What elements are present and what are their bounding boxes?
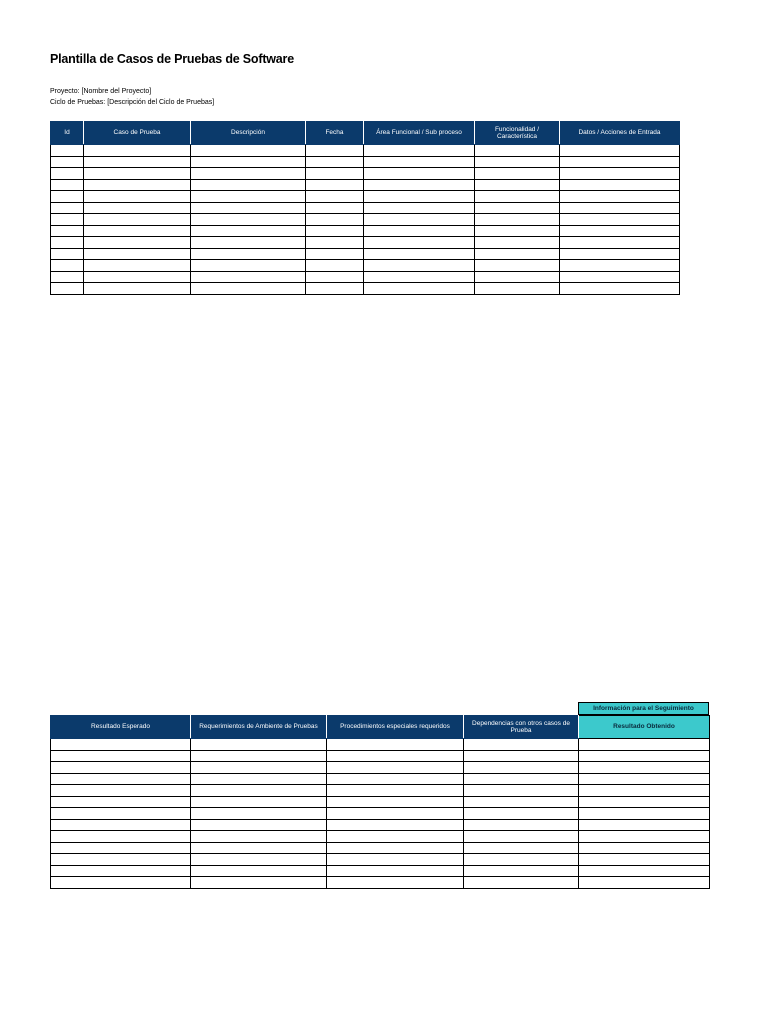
- col-header-special-procedures: Procedimientos especiales requeridos: [327, 716, 464, 739]
- col-header-date: Fecha: [306, 122, 364, 145]
- table-cell[interactable]: [191, 739, 327, 751]
- table-cell[interactable]: [306, 225, 364, 237]
- table-cell[interactable]: [191, 214, 306, 226]
- table-row: [51, 762, 710, 774]
- table-cell[interactable]: [51, 762, 191, 774]
- table-cell[interactable]: [51, 773, 191, 785]
- table-row: [51, 237, 680, 249]
- table-cell[interactable]: [306, 214, 364, 226]
- table-cell[interactable]: [191, 179, 306, 191]
- table-cell[interactable]: [579, 762, 710, 774]
- table-cell[interactable]: [560, 168, 680, 180]
- table-cell[interactable]: [327, 808, 464, 820]
- table-row: [51, 796, 710, 808]
- table-row: [51, 877, 710, 889]
- col-header-feature: Funcionalidad / Característica: [475, 122, 560, 145]
- table-cell[interactable]: [579, 739, 710, 751]
- table-cell[interactable]: [191, 819, 327, 831]
- table-cell[interactable]: [464, 739, 579, 751]
- table-cell[interactable]: [306, 248, 364, 260]
- table-cell[interactable]: [191, 168, 306, 180]
- table-cell[interactable]: [579, 796, 710, 808]
- table-row: [51, 179, 680, 191]
- project-line: Proyecto: [Nombre del Proyecto]: [50, 88, 152, 95]
- table-cell[interactable]: [191, 842, 327, 854]
- table-cell[interactable]: [51, 271, 84, 283]
- table-row: [51, 773, 710, 785]
- table-cell[interactable]: [84, 237, 191, 249]
- table-cell[interactable]: [306, 283, 364, 295]
- table-row: [51, 225, 680, 237]
- table-row: [51, 854, 710, 866]
- table-cell[interactable]: [51, 202, 84, 214]
- table-cell[interactable]: [464, 808, 579, 820]
- table-row: [51, 145, 680, 157]
- table-cell[interactable]: [560, 191, 680, 203]
- table-cell[interactable]: [84, 179, 191, 191]
- table-cell[interactable]: [191, 271, 306, 283]
- table-cell[interactable]: [560, 260, 680, 272]
- table-cell[interactable]: [191, 202, 306, 214]
- table-row: [51, 808, 710, 820]
- table-cell[interactable]: [51, 808, 191, 820]
- table-row: [51, 271, 680, 283]
- table-cell[interactable]: [364, 168, 475, 180]
- table-cell[interactable]: [579, 831, 710, 843]
- table-row: [51, 260, 680, 272]
- table-row: [51, 785, 710, 797]
- table-cell[interactable]: [306, 145, 364, 157]
- table-cell[interactable]: [51, 214, 84, 226]
- table-row: [51, 283, 680, 295]
- col-header-test-case: Caso de Prueba: [84, 122, 191, 145]
- table-cell[interactable]: [84, 145, 191, 157]
- table-cell[interactable]: [191, 225, 306, 237]
- table-cell[interactable]: [475, 283, 560, 295]
- table-cell[interactable]: [560, 179, 680, 191]
- table-cell[interactable]: [51, 179, 84, 191]
- table-cell[interactable]: [51, 865, 191, 877]
- table-cell[interactable]: [560, 271, 680, 283]
- col-header-environment-requirements: Requerimientos de Ambiente de Pruebas: [191, 716, 327, 739]
- table-cell[interactable]: [327, 762, 464, 774]
- table-row: [51, 248, 680, 260]
- table-cell[interactable]: [51, 168, 84, 180]
- table-cell[interactable]: [191, 865, 327, 877]
- table-cell[interactable]: [579, 785, 710, 797]
- table-cell[interactable]: [84, 271, 191, 283]
- table-cell[interactable]: [191, 854, 327, 866]
- results-table: [50, 715, 710, 889]
- table-cell[interactable]: [51, 785, 191, 797]
- table-cell[interactable]: [84, 156, 191, 168]
- table-cell[interactable]: [560, 248, 680, 260]
- table-cell[interactable]: [464, 750, 579, 762]
- table-cell[interactable]: [306, 168, 364, 180]
- col-header-dependencies: Dependencias con otros casos de Prueba: [464, 716, 579, 739]
- table-cell[interactable]: [464, 819, 579, 831]
- table-cell[interactable]: [327, 819, 464, 831]
- table-cell[interactable]: [327, 750, 464, 762]
- table-cell[interactable]: [191, 283, 306, 295]
- table-cell[interactable]: [191, 762, 327, 774]
- table-cell[interactable]: [364, 260, 475, 272]
- table-cell[interactable]: [327, 739, 464, 751]
- table-cell[interactable]: [475, 271, 560, 283]
- table-cell[interactable]: [51, 283, 84, 295]
- table-row: [51, 842, 710, 854]
- table-cell[interactable]: [475, 179, 560, 191]
- table-header-row: [51, 716, 710, 739]
- table-cell[interactable]: [560, 202, 680, 214]
- table-cell[interactable]: [464, 842, 579, 854]
- table-cell[interactable]: [306, 191, 364, 203]
- table-cell[interactable]: [306, 237, 364, 249]
- table-row: [51, 202, 680, 214]
- table-cell[interactable]: [579, 808, 710, 820]
- table-cell[interactable]: [84, 191, 191, 203]
- table-cell[interactable]: [191, 237, 306, 249]
- table-cell[interactable]: [51, 739, 191, 751]
- table-cell[interactable]: [475, 237, 560, 249]
- table-cell[interactable]: [84, 225, 191, 237]
- table-cell[interactable]: [51, 225, 84, 237]
- table-row: [51, 865, 710, 877]
- table-row: [51, 739, 710, 751]
- table-cell[interactable]: [560, 156, 680, 168]
- table-cell[interactable]: [364, 271, 475, 283]
- table-cell[interactable]: [51, 831, 191, 843]
- table-header-row: [51, 122, 680, 145]
- table-row: [51, 819, 710, 831]
- table-cell[interactable]: [560, 145, 680, 157]
- table-cell[interactable]: [327, 842, 464, 854]
- col-header-expected-result: Resultado Esperado: [51, 716, 191, 739]
- table-cell[interactable]: [364, 156, 475, 168]
- table-cell[interactable]: [364, 248, 475, 260]
- table-cell[interactable]: [364, 283, 475, 295]
- table-cell[interactable]: [51, 842, 191, 854]
- table-cell[interactable]: [191, 260, 306, 272]
- table-cell[interactable]: [84, 168, 191, 180]
- table-cell[interactable]: [560, 214, 680, 226]
- table-cell[interactable]: [51, 248, 84, 260]
- table-cell[interactable]: [464, 785, 579, 797]
- table-cell[interactable]: [579, 750, 710, 762]
- table-row: [51, 156, 680, 168]
- table-cell[interactable]: [475, 248, 560, 260]
- table-cell[interactable]: [327, 773, 464, 785]
- table-cell[interactable]: [475, 191, 560, 203]
- table-cell[interactable]: [84, 248, 191, 260]
- col-header-functional-area: Área Funcional / Sub proceso: [364, 122, 475, 145]
- table-cell[interactable]: [464, 877, 579, 889]
- table-cell[interactable]: [327, 831, 464, 843]
- table-cell[interactable]: [475, 225, 560, 237]
- table-cell[interactable]: [464, 854, 579, 866]
- table-cell[interactable]: [327, 854, 464, 866]
- table-cell[interactable]: [191, 773, 327, 785]
- table-cell[interactable]: [475, 145, 560, 157]
- table-cell[interactable]: [579, 854, 710, 866]
- table-cell[interactable]: [51, 750, 191, 762]
- table-cell[interactable]: [84, 214, 191, 226]
- table-cell[interactable]: [327, 865, 464, 877]
- table-row: [51, 168, 680, 180]
- table-cell[interactable]: [327, 796, 464, 808]
- table-cell[interactable]: [475, 260, 560, 272]
- table-cell[interactable]: [475, 214, 560, 226]
- table-cell[interactable]: [191, 145, 306, 157]
- table-cell[interactable]: [51, 796, 191, 808]
- table-cell[interactable]: [464, 773, 579, 785]
- table-cell[interactable]: [560, 283, 680, 295]
- table-cell[interactable]: [475, 168, 560, 180]
- table-cell[interactable]: [51, 854, 191, 866]
- table-cell[interactable]: [364, 237, 475, 249]
- table-cell[interactable]: [191, 191, 306, 203]
- table-cell[interactable]: [306, 271, 364, 283]
- table-cell[interactable]: [579, 773, 710, 785]
- table-cell[interactable]: [475, 156, 560, 168]
- table-row: [51, 831, 710, 843]
- table-cell[interactable]: [51, 237, 84, 249]
- table-cell[interactable]: [364, 191, 475, 203]
- table-cell[interactable]: [364, 225, 475, 237]
- cycle-line: Ciclo de Pruebas: [Descripción del Ciclo de Pruebas]: [50, 99, 215, 106]
- table-cell[interactable]: [327, 785, 464, 797]
- test-cases-table: [50, 121, 680, 295]
- document-title: Plantilla de Casos de Pruebas de Software: [50, 52, 294, 66]
- table-cell[interactable]: [364, 214, 475, 226]
- table-cell[interactable]: [306, 156, 364, 168]
- table-cell[interactable]: [51, 156, 84, 168]
- table-cell[interactable]: [191, 785, 327, 797]
- table-cell[interactable]: [579, 865, 710, 877]
- table-cell[interactable]: [560, 225, 680, 237]
- table-cell[interactable]: [191, 831, 327, 843]
- table-cell[interactable]: [364, 202, 475, 214]
- table-cell[interactable]: [51, 191, 84, 203]
- table-cell[interactable]: [464, 831, 579, 843]
- table-cell[interactable]: [191, 248, 306, 260]
- table-cell[interactable]: [191, 750, 327, 762]
- table-cell[interactable]: [191, 796, 327, 808]
- table-cell[interactable]: [51, 819, 191, 831]
- table-cell[interactable]: [84, 202, 191, 214]
- table-row: [51, 750, 710, 762]
- col-header-input-data: Datos / Acciones de Entrada: [560, 122, 680, 145]
- table-cell[interactable]: [364, 145, 475, 157]
- table-cell[interactable]: [579, 842, 710, 854]
- table-cell[interactable]: [579, 819, 710, 831]
- table-cell[interactable]: [475, 202, 560, 214]
- table-cell[interactable]: [464, 865, 579, 877]
- table-cell[interactable]: [306, 202, 364, 214]
- table-cell[interactable]: [364, 179, 475, 191]
- table-cell[interactable]: [51, 260, 84, 272]
- table-cell[interactable]: [579, 877, 710, 889]
- tracking-info-header: Información para el Seguimiento: [578, 702, 709, 715]
- table-row: [51, 191, 680, 203]
- table-cell[interactable]: [191, 877, 327, 889]
- table-row: [51, 214, 680, 226]
- table-cell[interactable]: [84, 260, 191, 272]
- table-cell[interactable]: [560, 237, 680, 249]
- table-cell[interactable]: [464, 762, 579, 774]
- col-header-obtained-result: Resultado Obtenido: [579, 716, 710, 739]
- table-cell[interactable]: [464, 796, 579, 808]
- table-cell[interactable]: [51, 145, 84, 157]
- table-cell[interactable]: [191, 808, 327, 820]
- col-header-id: Id: [51, 122, 84, 145]
- table-cell[interactable]: [51, 877, 191, 889]
- table-cell[interactable]: [191, 156, 306, 168]
- table-cell[interactable]: [306, 179, 364, 191]
- table-cell[interactable]: [84, 283, 191, 295]
- table-cell[interactable]: [327, 877, 464, 889]
- col-header-description: Descripción: [191, 122, 306, 145]
- table-cell[interactable]: [306, 260, 364, 272]
